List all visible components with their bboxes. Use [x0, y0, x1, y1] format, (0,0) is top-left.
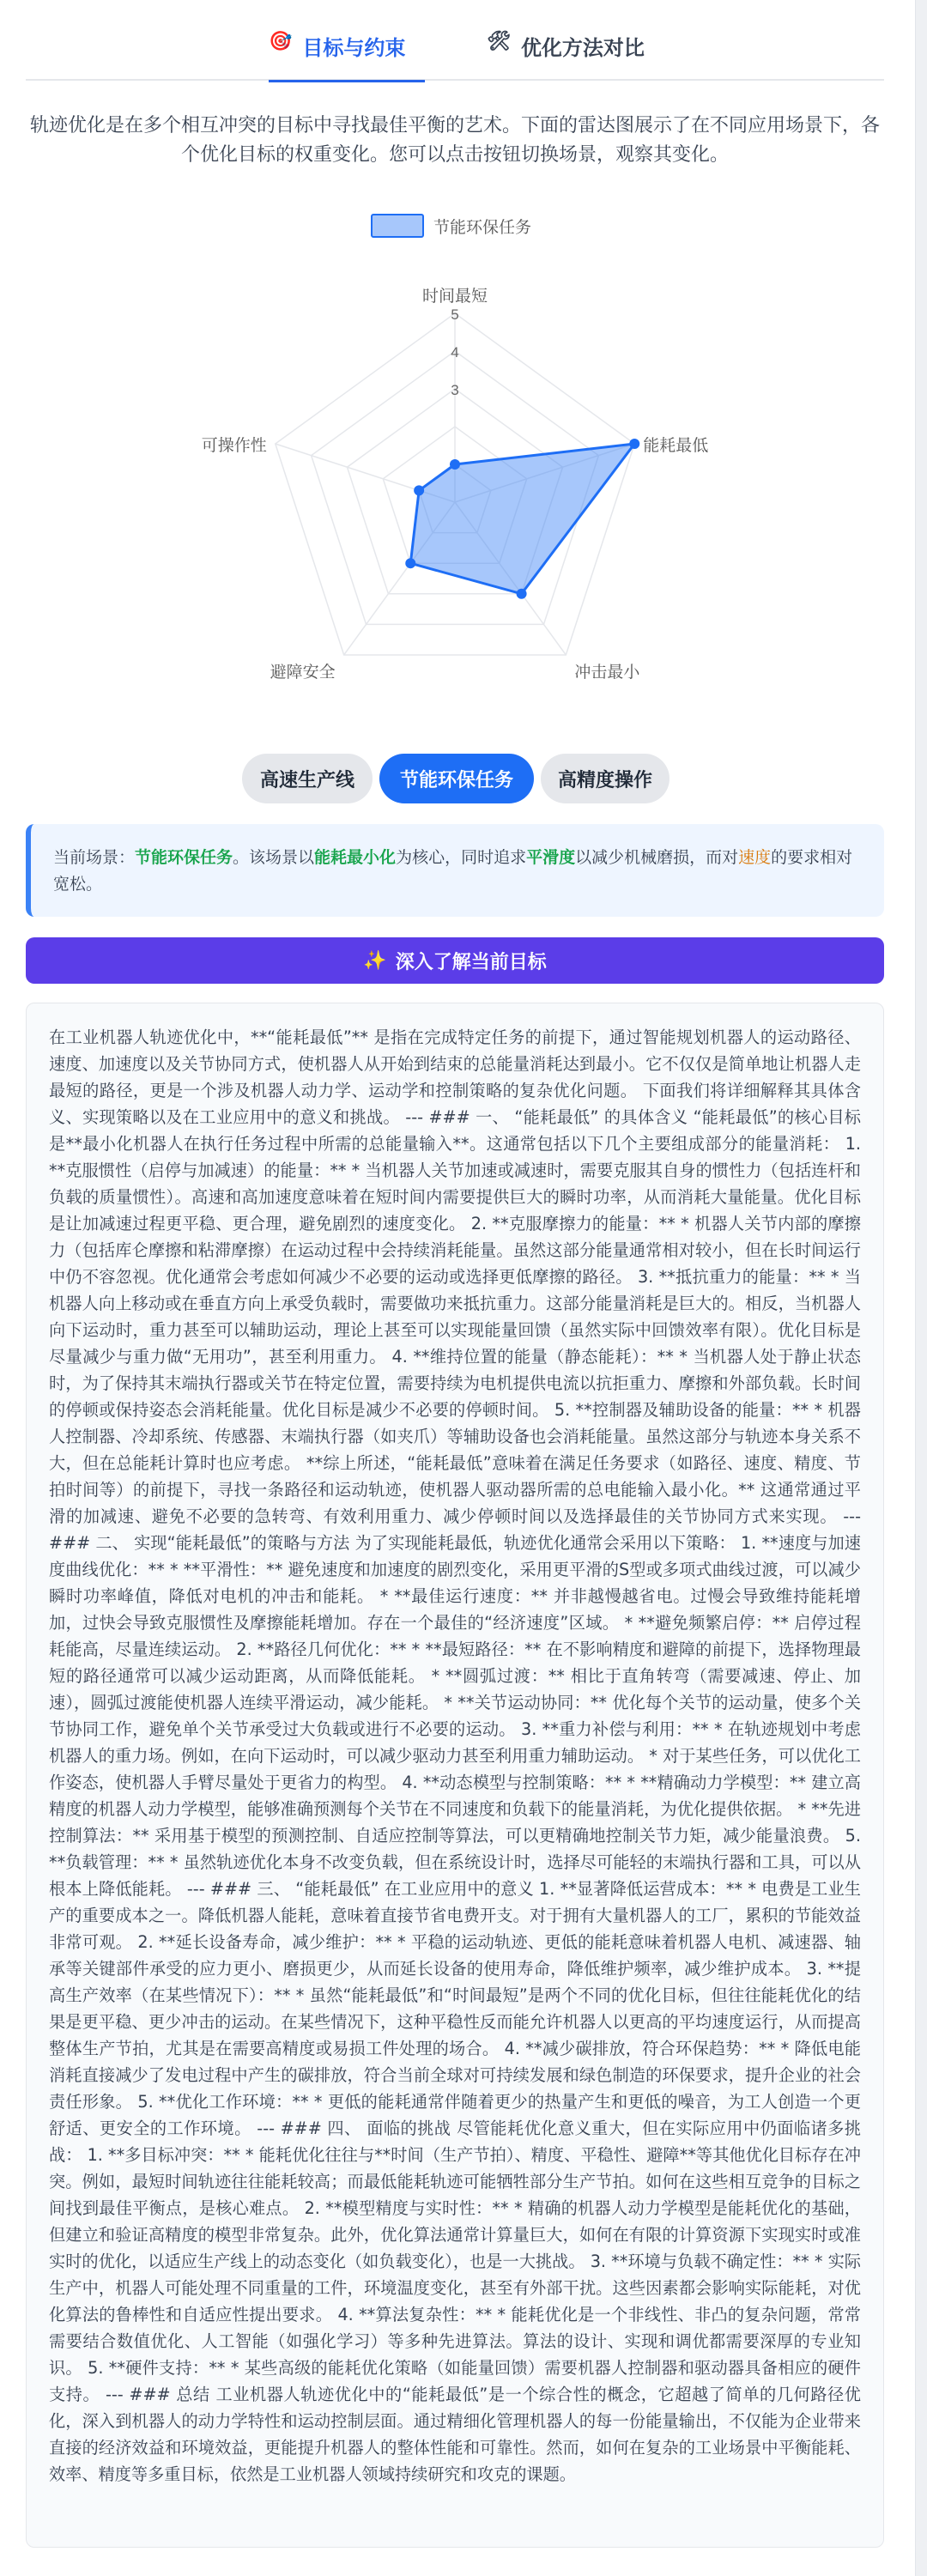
radar-chart: [26, 206, 884, 704]
tools-icon: 🛠: [487, 31, 511, 52]
tab-label: 优化方法对比: [520, 36, 645, 60]
tick-label: 5: [451, 306, 459, 323]
sparkles-icon: ✨: [363, 949, 387, 972]
tab-method-comparison[interactable]: [487, 31, 645, 79]
tick-label: 4: [451, 344, 459, 361]
axis-label: 冲击最小: [574, 663, 640, 682]
current-secondary: 平滑度: [526, 848, 576, 867]
current-text-2: 为核心，同时追求: [396, 848, 527, 867]
current-text-4: 的要求相对宽松。: [53, 848, 853, 894]
learn-more-label: 深入了解当前目标: [395, 951, 547, 973]
radar-svg: [26, 206, 884, 704]
learn-more-button[interactable]: [26, 937, 884, 984]
axis-label: 能耗最低: [643, 437, 709, 456]
explanation-text-panel: [26, 1003, 884, 2548]
scenario-button-high-precision[interactable]: 高精度操作: [541, 754, 670, 803]
current-text-1: 。该场景以: [233, 848, 315, 867]
scenario-selector: [26, 754, 884, 805]
current-prefix: 当前场景：: [53, 848, 136, 867]
current-tertiary: 速度: [738, 848, 772, 867]
data-point: [517, 589, 527, 599]
current-scenario-box: [26, 824, 884, 917]
intro-text: 轨迹优化是在多个相互冲突的目标中寻找最佳平衡的艺术。下面的雷达图展示了在不同应用场景下，各个优化目标的权重变化。您可以点击按钮切换场景，观察其变化。: [29, 115, 880, 166]
explanation-text: 在工业机器人轨迹优化中，**“能耗最低”** 是指在完成特定任务的前提下，通过智能规划机器人的运动路径、速度、加速度以及关节协同方式，使机器人从开始到结束的总能量消耗达到最小。它不仅仅是简单地让机器人走最短的路径，更是一个涉及机器人动力学、运动学和控制策略的复杂优化问题。 下面我们将详细解释其具体含义、实现策略以及在工业应用中的意义和挑战。 --- ### 一、 “能耗最低” 的具体含义 “能耗最低”的核心目标是**最小化机器人在执行任务过程中所需的总能量输入**。这通常包括以下几个主要组成部分的能量消耗： 1. **克服惯性（启停与加减速）的能量：** * 当机器人关节加速或减速时，需要克服其自身的惯性力（包括连杆和负载的质量惯性）。高速和高加速度意味着在短时间内需要提供巨大的瞬时功率，从而消耗大量能量。优化目标是让加减速过程更平稳、更合理，避免剧烈的速度变化。 2. **克服摩擦力的能量：** * 机器人关节内部的摩擦力（包括库仑摩擦和粘滞摩擦）在运动过程中会持续消耗能量。虽然这部分能量通常相对较小，但在长时间运行中仍不容忽视。优化通常会考虑如何减少不必要的运动或选择更低摩擦的路径。 3. **抵抗重力的能量：** * 当机器人向上移动或在垂直方向上承受负载时，需要做功来抵抗重力。这部分能量消耗是巨大的。相反，当机器人向下运动时，重力甚至可以辅助运动，理论上甚至可以实现能量回馈（虽然实际中回馈效率有限）。优化目标是尽量减少与重力做“无用功”，甚至利用重力。 4. **维持位置的能量（静态能耗）：** * 当机器人处于静止状态时，为了保持其末端执行器或关节在特定位置，需要持续为电机提供电流以抗拒重力、摩擦和外部负载。长时间的停顿或保持姿态会消耗能量。优化目标是减少不必要的停顿时间。 5. **控制器及辅助设备的能量：** * 机器人控制器、冷却系统、传感器、末端执行器（如夹爪）等辅助设备也会消耗能量。虽然这部分与轨迹本身关系不大，但在总能耗计算时也应考虑。 **综上所述，“能耗最低”意味着在满足任务要求（如路径、速度、精度、节拍时间等）的前提下，寻找一条路径和运动轨迹，使机器人驱动器所需的总电能输入最小化。** 这通常通过平滑的加减速、避免不必要的急转弯、有效利用重力、减少停顿时间以及选择最佳的关节协同方式来实现。 --- ### 二、 实现“能耗最低”的策略与方法 为了实现能耗最低，轨迹优化通常会采用以下策略： 1. **速度与加速度曲线优化：** * **平滑性：** 避免速度和加速度的剧烈变化，采用更平滑的S型或多项式曲线过渡，可以减少瞬时功率峰值，降低对电机的冲击和能耗。 * **最佳运行速度：** 并非越慢越省电。过慢会导致维持能耗增加，过快会导致克服惯性及摩擦能耗增加。存在一个最佳的“经济速度”区域。 * **避免频繁启停：** 启停过程耗能高，尽量连续运动。 2. **路径几何优化：** * **最短路径：** 在不影响精度和避障的前提下，选择物理最短的路径通常可以减少运动距离，从而降低能耗。 * **圆弧过渡：** 相比于直角转弯（需要减速、停止、加速），圆弧过渡能使机器人连续平滑运动，减少能耗。 * **关节运动协同：** 优化每个关节的运动量，使多个关节协同工作，避免单个关节承受过大负载或进行不必要的运动。 3. **重力补偿与利用：** * 在轨迹规划中考虑机器人的重力场。例如，在向下运动时，可以减少驱动力甚至利用重力辅助运动。 * 对于某些任务，可以优化工作姿态，使机器人手臂尽量处于更省力的构型。 4. **动态模型与控制策略：** * **精确动力学模型：** 建立高精度的机器人动力学模型，能够准确预测每个关节在不同速度和负载下的能量消耗，为优化提供依据。 * **先进控制算法：** 采用基于模型的预测控制、自适应控制等算法，可以更精确地控制关节力矩，减少能量浪费。 5. **负载管理：** * 虽然轨迹优化本身不改变负载，但在系统设计时，选择尽可能轻的末端执行器和工具，可以从根本上降低能耗。 --- ### 三、 “能耗最低” 在工业应用中的意义 1. **显著降低运营成本：** * 电费是工业生产的重要成本之一。降低机器人能耗，意味着直接节省电费开支。对于拥有大量机器人的工厂，累积的节能效益非常可观。 2. **延长设备寿命，减少维护：** * 平稳的运动轨迹、更低的能耗意味着机器人电机、减速器、轴承等关键部件承受的应力更小、磨损更少，从而延长设备的使用寿命，降低维护频率，减少维护成本。 3. **提高生产效率（在某些情况下）：** * 虽然“能耗最低”和“时间最短”是两个不同的优化目标，但往往能耗优化的结果是更平稳、更少冲击的运动。在某些情况下，这种平稳性反而能允许机器人以更高的平均速度运行，从而提高整体生产节拍，尤其是在需要高精度或易损工件处理的场合。 4. **减少碳排放，符合环保趋势：** * 降低电能消耗直接减少了发电过程中产生的碳排放，符合当前全球对可持续发展和绿色制造的环保要求，提升企业的社会责任形象。 5. **优化工作环境：** * 更低的能耗通常伴随着更少的热量产生和更低的噪音，为工人创造一个更舒适、更安全的工作环境。 --- ### 四、 面临的挑战 尽管能耗优化意义重大，但在实际应用中仍面临诸多挑战： 1. **多目标冲突：** * 能耗优化往往与**时间（生产节拍）、精度、平稳性、避障**等其他优化目标存在冲突。例如，最短时间轨迹往往能耗较高；而最低能耗轨迹可能牺牲部分生产节拍。如何在这些相互竞争的目标之间找到最佳平衡点，是核心难点。 2. **模型精度与实时性：** * 精确的机器人动力学模型是能耗优化的基础，但建立和验证高精度的模型非常复杂。此外，优化算法通常计算量巨大，如何在有限的计算资源下实现实时或准实时的优化，以适应生产线上的动态变化（如负载变化），也是一大挑战。 3. **环境与负载不确定性：** * 实际生产中，机器人可能处理不同重量的工件，环境温度变化，甚至有外部干扰。这些因素都会影响实际能耗，对优化算法的鲁棒性和自适应性提出要求。 4. **算法复杂性：** * 能耗优化是一个非线性、非凸的复杂问题，常常需要结合数值优化、人工智能（如强化学习）等多种先进算法。算法的设计、实现和调优都需要深厚的专业知识。 5. **硬件支持：** * 某些高级的能耗优化策略（如能量回馈）需要机器人控制器和驱动器具备相应的硬件支持。 --- ### 总结 工业机器人轨迹优化中的“能耗最低”是一个综合性的概念，它超越了简单的几何路径优化，深入到机器人的动力学特性和运动控制层面。通过精细化管理机器人的每一份能量输出，不仅能为企业带来直接的经济效益和环境效益，更能提升机器人的整体性能和可靠性。然而，如何在复杂的工业场景中平衡能耗、效率、精度等多重目标，依然是工业机器人领域持续研究和攻克的课题。: [49, 1027, 861, 2484]
current-text-3: 以减少机械磨损，而对: [575, 848, 739, 867]
axis-label: 时间最短: [421, 288, 488, 306]
data-area: [410, 444, 634, 594]
legend-label: 节能环保任务: [433, 219, 532, 237]
tab-goals-constraints[interactable]: [269, 31, 425, 79]
axis-label: 避障安全: [270, 663, 336, 682]
axis-label: 可操作性: [201, 437, 267, 456]
tab-label: 目标与约束: [302, 36, 406, 60]
data-point: [450, 459, 460, 470]
target-icon: 🎯: [269, 31, 293, 52]
current-focus: 能耗最小化: [314, 848, 397, 867]
data-point: [405, 558, 415, 568]
tab-bar: [26, 0, 884, 81]
scenario-button-high-speed[interactable]: 高速生产线: [242, 754, 373, 803]
tick-label: 3: [451, 382, 459, 398]
current-scenario-name: 节能环保任务: [135, 848, 233, 867]
scrollbar[interactable]: [915, 0, 927, 2576]
data-point: [629, 439, 639, 449]
scenario-button-energy-saving[interactable]: 节能环保任务: [379, 754, 534, 803]
legend-swatch: [372, 215, 423, 237]
data-point: [414, 485, 424, 495]
